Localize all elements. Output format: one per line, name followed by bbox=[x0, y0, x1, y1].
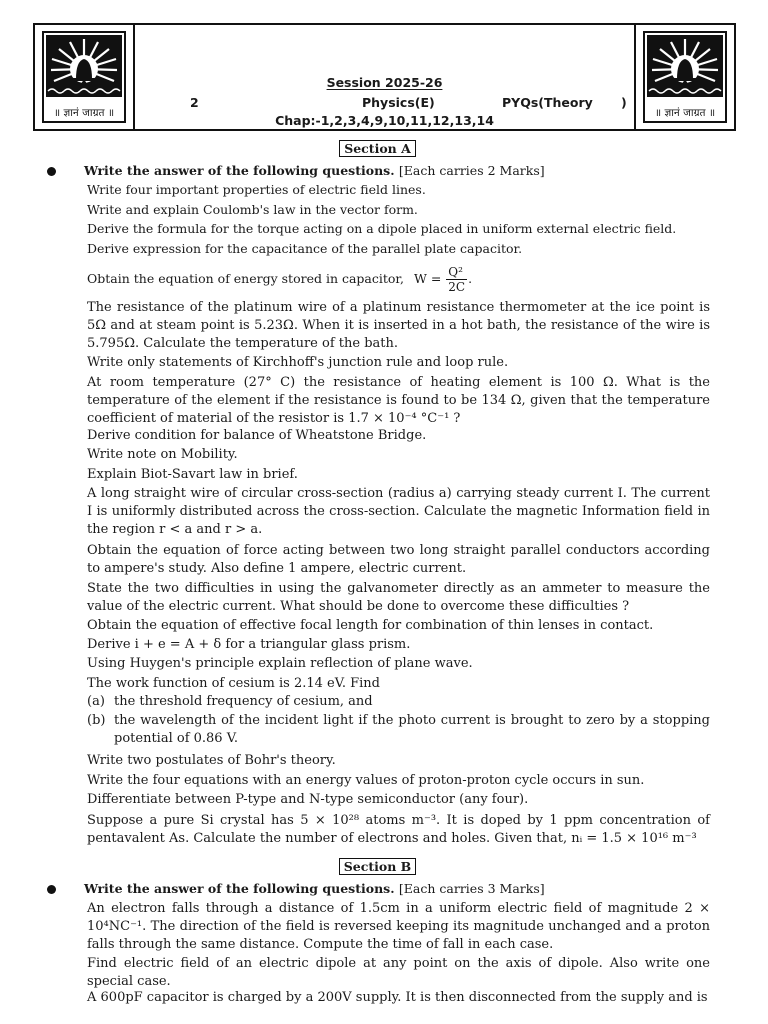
emblem-logo bbox=[42, 31, 126, 123]
subject-name: Physics(E) bbox=[362, 95, 435, 110]
question-a5-text: Obtain the equation of energy stored in capacitor, bbox=[87, 271, 405, 286]
question-a5 bbox=[87, 262, 710, 296]
question-a18: The work function of cesium is 2.14 eV. Find bbox=[87, 676, 380, 691]
question-a14: State the two difficulties in using the galvanometer directly as an ammeter to measure the value of the electric current. What should be done to overcome these difficulties ? bbox=[87, 581, 710, 614]
part-text: the threshold frequency of cesium, and bbox=[114, 694, 373, 709]
question-a4: Derive expression for the capacitance of the parallel plate capacitor. bbox=[87, 241, 523, 256]
question-a15: Obtain the equation of effective focal length for combination of thin lenses in contact. bbox=[87, 618, 654, 633]
fraction-numerator: Q² bbox=[446, 265, 467, 280]
energy-formula-lhs: W = bbox=[414, 271, 442, 286]
question-a21: Differentiate between P-type and N-type semiconductor (any four). bbox=[87, 792, 529, 807]
emblem-logo bbox=[643, 31, 727, 123]
fraction-denominator: 2C bbox=[448, 280, 466, 294]
section-b-title bbox=[0, 858, 755, 875]
section-b-label: Section B bbox=[339, 858, 416, 875]
marks-note: [Each carries 2 Marks] bbox=[398, 163, 545, 178]
question-a2: Write and explain Coulomb's law in the vector form. bbox=[87, 202, 418, 217]
question-a3: Derive the formula for the torque acting on a dipole placed in uniform external electric field. bbox=[87, 221, 677, 236]
paper-header bbox=[33, 23, 736, 131]
question-a18-part-b bbox=[87, 712, 710, 748]
question-a10: Write note on Mobility. bbox=[87, 447, 238, 462]
instruction-text: Write the answer of the following questions. bbox=[84, 881, 395, 896]
bullet-icon bbox=[47, 885, 56, 894]
question-a20: Write the four equations with an energy values of proton-proton cycle occurs in sun. bbox=[87, 773, 645, 788]
question-a6: The resistance of the platinum wire of a platinum resistance thermometer at the ice point is 5Ω and at steam point is 5.23Ω. When it is inserted in a hot bath, the resistance of the wire is 5.795Ω. Calculate the temperature of the bath. bbox=[87, 300, 710, 351]
class-number: 2 bbox=[190, 95, 199, 110]
header-info bbox=[137, 25, 632, 129]
section-a-instruction bbox=[84, 162, 545, 179]
question-b3: A 600pF capacitor is charged by a 200V supply. It is then disconnected from the supply and is bbox=[87, 990, 708, 1005]
motto-text: ॥ ज्ञानं जाग्रत ॥ bbox=[53, 107, 115, 119]
marks-note: [Each carries 3 Marks] bbox=[398, 881, 545, 896]
left-logo-box bbox=[35, 25, 135, 129]
paper-type: PYQs(Theory bbox=[502, 95, 593, 110]
question-a22: Suppose a pure Si crystal has 5 × 10²⁸ atoms m⁻³. It is doped by 1 ppm concentration of pentavalent As. Calculate the number of electrons and holes. Given that, nᵢ = 1.5 × 10¹⁶ m⁻³ bbox=[87, 813, 710, 846]
question-a11: Explain Biot-Savart law in brief. bbox=[87, 467, 298, 482]
session-title: Session 2025-26 bbox=[326, 75, 443, 90]
question-a8: At room temperature (27° C) the resistance of heating element is 100 Ω. What is the temperature of the element if the resistance is found to be 134 Ω, given that the temperature coefficient of material of the resistor is 1.7 × 10⁻⁴ °C⁻¹ ? bbox=[87, 375, 710, 426]
question-b2: Find electric field of an electric dipole at any point on the axis of dipole. Also write one special case. bbox=[87, 956, 710, 989]
chapter-list: Chap:-1,2,3,4,9,10,11,12,13,14 bbox=[275, 113, 494, 128]
formula-period: . bbox=[468, 271, 473, 286]
sun-bell-icon bbox=[647, 35, 723, 97]
question-a7: Write only statements of Kirchhoff's junction rule and loop rule. bbox=[87, 355, 509, 370]
section-b-instruction bbox=[84, 880, 545, 897]
question-a9: Derive condition for balance of Wheatstone Bridge. bbox=[87, 428, 427, 443]
question-a1: Write four important properties of electric field lines. bbox=[87, 182, 426, 197]
part-label: (b) bbox=[87, 713, 106, 728]
energy-formula-fraction bbox=[446, 265, 467, 294]
right-logo-box bbox=[634, 25, 734, 129]
instruction-text: Write the answer of the following questions. bbox=[84, 163, 395, 178]
question-a12: A long straight wire of circular cross-section (radius a) carrying steady current I. The current I is uniformly distributed across the cross-section. Calculate the magnetic Information field in the region r < a and r > a. bbox=[87, 486, 710, 537]
motto-text: ॥ ज्ञानं जाग्रत ॥ bbox=[654, 107, 716, 119]
bullet-icon bbox=[47, 167, 56, 176]
part-label: (a) bbox=[87, 694, 105, 709]
question-a19: Write two postulates of Bohr's theory. bbox=[87, 753, 336, 768]
question-a18-part-a bbox=[87, 693, 710, 711]
section-a-title bbox=[0, 140, 755, 157]
question-a17: Using Huygen's principle explain reflection of plane wave. bbox=[87, 656, 473, 671]
question-b1: An electron falls through a distance of 1.5cm in a uniform electric field of magnitude 2 × 10⁴NC⁻¹. The direction of the field is reversed keeping its magnitude unchanged and a proton falls through the same distance. Compute the time of fall in each case. bbox=[87, 901, 710, 952]
sun-bell-icon bbox=[46, 35, 122, 97]
part-text: the wavelength of the incident light if the photo current is brought to zero by a stopping potential of 0.86 V. bbox=[114, 713, 710, 746]
section-a-label: Section A bbox=[339, 140, 416, 157]
question-a16: Derive i + e = A + δ for a triangular glass prism. bbox=[87, 637, 411, 652]
question-a13: Obtain the equation of force acting between two long straight parallel conductors according to ampere's study. Also define 1 ampere, electric current. bbox=[87, 543, 710, 576]
paper-type-close: ) bbox=[621, 95, 627, 110]
